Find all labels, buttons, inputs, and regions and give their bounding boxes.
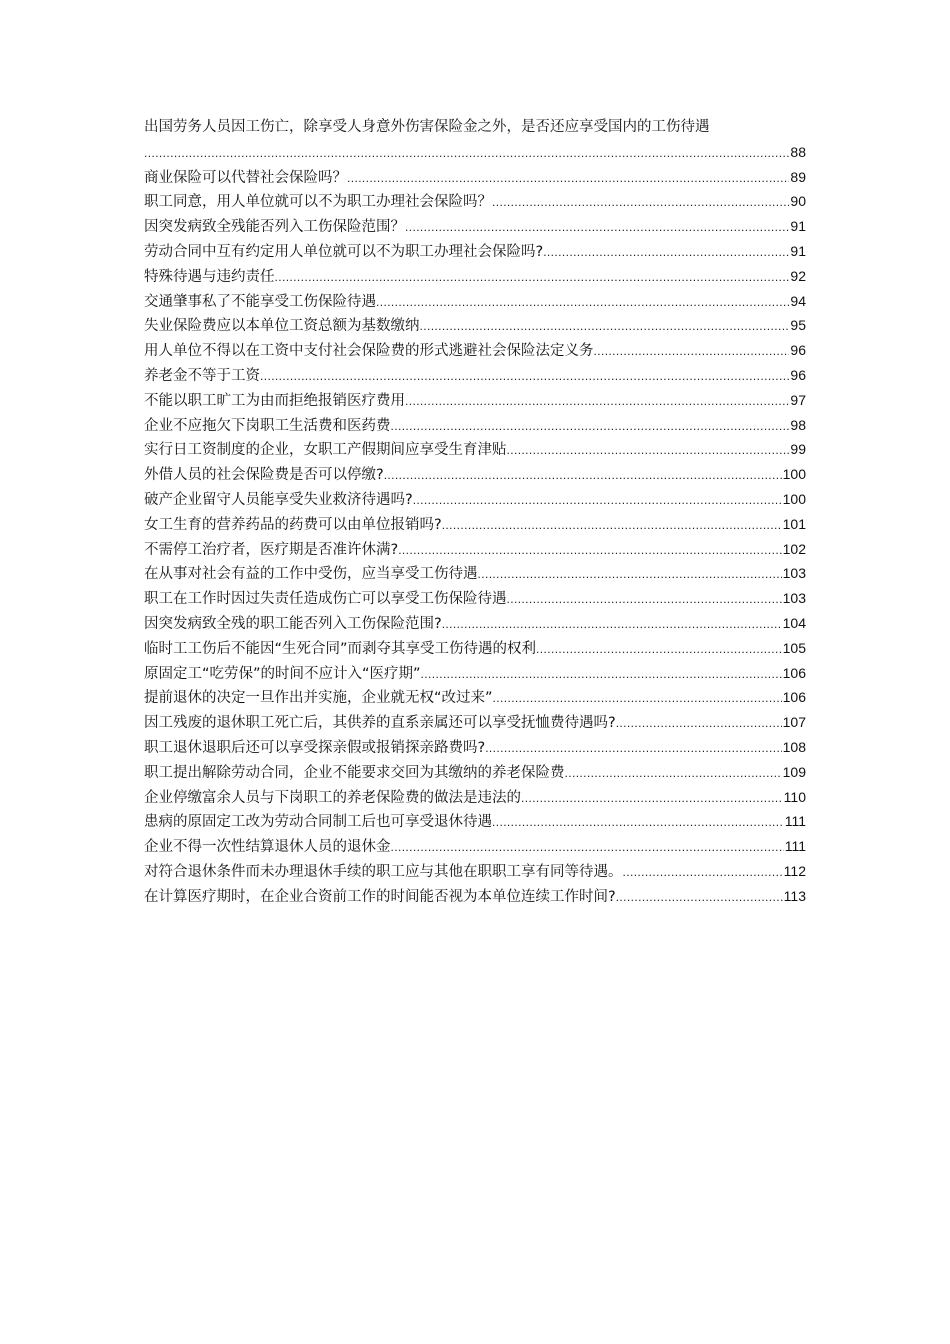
toc-entry-page: 104 [782,614,806,631]
toc-leader-dots [347,166,789,191]
toc-entry[interactable] [144,338,806,363]
toc-entry-title: 养老金不等于工资 [144,367,260,384]
toc-entry-page: 98 [790,416,806,433]
toc-entry-title: 劳动合同中互有约定用人单位就可以不为职工办理社会保险吗? [144,243,544,260]
toc-entry[interactable] [144,214,806,239]
toc-entry-title: 职工在工作时因过失责任造成伤亡可以享受工伤保险待遇 [144,591,507,608]
toc-leader-dots [521,786,783,811]
toc-entry-title: 女工生育的营养药品的药费可以由单位报销吗? [144,516,442,533]
toc-entry[interactable] [144,710,806,735]
toc-leader-dots [442,513,782,538]
toc-entry-page: 105 [782,639,806,656]
toc-entry-page: 103 [782,590,806,607]
toc-entry-title: 职工同意，用人单位就可以不为职工办理社会保险吗？ [144,194,492,211]
toc-entry[interactable] [144,115,806,165]
toc-entry-title: 失业保险费应以本单位工资总额为基数缴纳 [144,318,420,335]
toc-entry-title: 企业不应拖欠下岗职工生活费和医药费 [144,417,391,434]
toc-entry[interactable] [144,413,806,438]
toc-entry[interactable] [144,512,806,537]
toc-entry-page: 91 [790,218,806,235]
toc-leader-dots [275,265,790,290]
toc-entry-page: 89 [790,168,806,185]
toc-entry-page: 96 [790,366,806,383]
toc-entry[interactable] [144,611,806,636]
toc-leader-dots [398,538,781,563]
toc-entry-page: 100 [782,466,806,483]
toc-entry-page: 111 [784,838,806,855]
toc-entry-title: 因突发病致全残能否列入工伤保险范围？ [144,219,405,236]
toc-entry[interactable] [144,760,806,785]
toc-entry-page: 97 [790,391,806,408]
toc-entry[interactable] [144,189,806,214]
toc-entry-page: 102 [782,540,806,557]
toc-entry[interactable] [144,586,806,611]
toc-entry-title: 在从事对社会有益的工作中受伤，应当享受工伤待遇 [144,566,478,583]
toc-leader-dots [405,215,789,240]
toc-entry-title: 用人单位不得以在工资中支付社会保险费的形式逃避社会保险法定义务 [144,343,594,360]
toc-entry-page: 101 [782,515,806,532]
toc-entry-title: 交通肇事私了不能享受工伤保险待遇 [144,293,376,310]
toc-entry[interactable] [144,685,806,710]
toc-entry-title: 特殊待遇与违约责任 [144,268,275,285]
toc-leader-dots [478,562,782,587]
toc-entry[interactable] [144,437,806,462]
toc-entry-title: 原固定工“吃劳保”的时间不应计入“医疗期” [144,665,421,682]
toc-entry-title: 不能以职工旷工为由而拒绝报销医疗费用 [144,392,405,409]
toc-entry-page: 96 [790,342,806,359]
toc-leader-dots [144,141,789,166]
toc-entry[interactable] [144,388,806,413]
toc-entry-page: 112 [783,862,806,879]
toc-leader-dots [413,488,782,513]
toc-leader-dots [391,414,790,439]
toc-entry-title: 在计算医疗期时，在企业合资前工作的时间能否视为本单位连续工作时间? [144,888,616,905]
toc-entry[interactable] [144,289,806,314]
toc-entry-page: 88 [790,143,806,160]
toc-leader-dots [507,438,790,463]
toc-entry-title: 对符合退休条件而未办理退休手续的职工应与其他在职职工享有同等待遇。 [144,863,623,880]
toc-leader-dots [421,662,782,687]
toc-leader-dots [260,364,789,389]
toc-entry-title: 商业保险可以代替社会保险吗？ [144,169,347,186]
toc-entry-page: 113 [783,887,806,904]
toc-leader-dots [623,860,783,885]
toc-entry-page: 110 [783,788,806,805]
toc-leader-dots [492,810,784,835]
toc-entry[interactable] [144,859,806,884]
toc-entry-title: 临时工工伤后不能因“生死合同”而剥夺其享受工伤待遇的权利 [144,640,537,657]
toc-entry-page: 92 [790,267,806,284]
toc-entry[interactable] [144,313,806,338]
toc-entry-title: 职工提出解除劳动合同，企业不能要求交回为其缴纳的养老保险费 [144,764,565,781]
toc-leader-dots [493,686,782,711]
toc-leader-dots [420,314,790,339]
toc-entry[interactable] [144,661,806,686]
toc-entry-page: 107 [782,714,806,731]
toc-entry-title: 实行日工资制度的企业，女职工产假期间应享受生育津贴 [144,442,507,459]
toc-leader-dots [492,190,789,215]
toc-leader-dots [616,711,782,736]
toc-entry[interactable] [144,834,806,859]
toc-entry-page: 90 [790,193,806,210]
toc-entry[interactable] [144,785,806,810]
toc-entry-page: 109 [782,763,806,780]
toc-entry-title: 因突发病致全残的职工能否列入工伤保险范围? [144,615,442,632]
toc-entry[interactable] [144,165,806,190]
toc-leader-dots [543,240,789,265]
toc-entry-page: 94 [790,292,806,309]
toc-entry-page: 91 [790,242,806,259]
toc-leader-dots [405,389,789,414]
toc-leader-dots [376,290,789,315]
toc-entry-page: 106 [782,689,806,706]
toc-leader-dots [442,612,782,637]
toc-entry-page: 95 [790,317,806,334]
toc-entry[interactable] [144,636,806,661]
toc-entry-title: 职工退休退职后还可以享受探亲假或报销探亲路费吗? [144,739,486,756]
toc-leader-dots [536,637,782,662]
toc-entry[interactable] [144,884,806,909]
toc-leader-dots [391,835,784,860]
toc-leader-dots [485,736,781,761]
table-of-contents [144,115,806,909]
toc-entry-title: 患病的原固定工改为劳动合同制工后也可享受退休待遇 [144,814,492,831]
toc-entry[interactable] [144,264,806,289]
toc-entry-title: 不需停工治疗者，医疗期是否准许休满? [144,541,399,558]
toc-entry-title: 外借人员的社会保险费是否可以停缴? [144,467,384,484]
toc-entry-title: 企业不得一次性结算退休人员的退休金 [144,839,391,856]
toc-leader-dots [616,885,783,910]
toc-entry-title: 企业停缴富余人员与下岗职工的养老保险费的做法是违法的 [144,789,521,806]
toc-entry[interactable] [144,462,806,487]
toc-entry-title: 破产企业留守人员能享受失业救济待遇吗? [144,491,413,508]
toc-entry-title: 提前退休的决定一旦作出并实施，企业就无权“改过来” [144,690,493,707]
toc-leader-dots [594,339,790,364]
toc-leader-dots [565,761,782,786]
toc-entry[interactable] [144,537,806,562]
toc-entry[interactable] [144,363,806,388]
toc-entry[interactable] [144,561,806,586]
toc-entry-title: 出国劳务人员因工伤亡，除享受人身意外伤害保险金之外，是否还应享受国内的工伤待遇 [144,119,710,135]
toc-entry-title: 因工残废的退休职工死亡后，其供养的直系亲属还可以享受抚恤费待遇吗? [144,715,616,732]
toc-entry[interactable] [144,487,806,512]
toc-entry-page: 106 [782,664,806,681]
toc-entry[interactable] [144,735,806,760]
toc-entry[interactable] [144,809,806,834]
toc-entry-page: 108 [782,738,806,755]
toc-entry-page: 111 [784,813,806,830]
toc-entry-page: 100 [782,490,806,507]
toc-leader-dots [384,463,782,488]
toc-entry-page: 99 [790,441,806,458]
toc-leader-dots [507,587,782,612]
toc-entry-page: 103 [782,565,806,582]
toc-entry[interactable] [144,239,806,264]
